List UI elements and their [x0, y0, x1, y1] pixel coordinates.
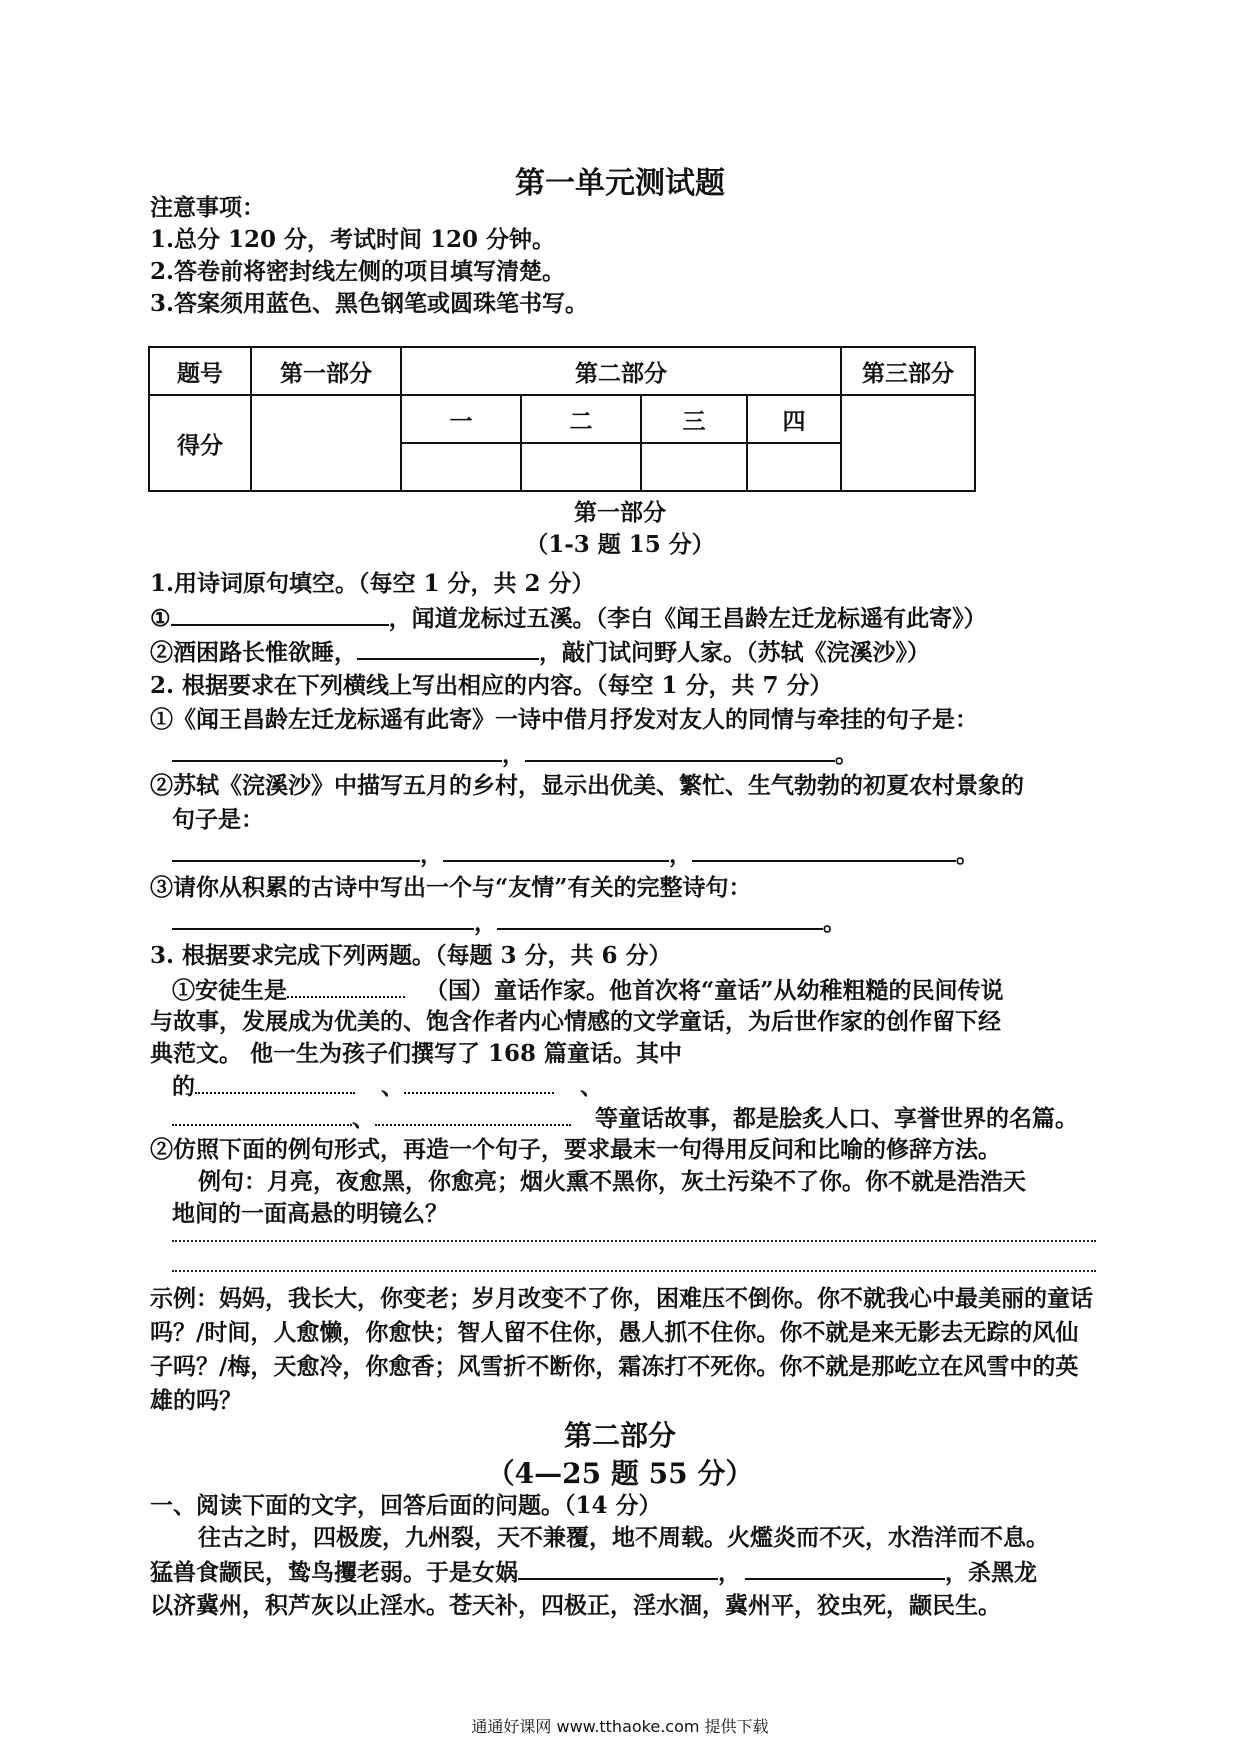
- period: 。: [823, 909, 846, 936]
- notes-heading: 注意事项：: [150, 194, 265, 221]
- note-item: 3.答案须用蓝色、黑色钢笔或圆珠笔书写。: [150, 290, 589, 317]
- q1-b-suffix: ，敲门试问野人家。（苏轼《浣溪沙》）: [539, 639, 930, 666]
- q3-line-a1: [172, 974, 1003, 1007]
- sub-header: 一: [401, 395, 521, 443]
- answer-blank[interactable]: [172, 838, 420, 862]
- score-cell[interactable]: [641, 443, 747, 491]
- q3-a4-prefix: 的: [172, 1073, 195, 1100]
- part1-title: 第一部分: [574, 499, 666, 526]
- q1-a-prefix: ①: [150, 605, 171, 632]
- comma: ，: [502, 741, 525, 768]
- q3-line-a5: [172, 1102, 1078, 1135]
- answer-blank[interactable]: [171, 602, 389, 626]
- comma: ，: [420, 841, 443, 868]
- header-cell: 第三部分: [841, 347, 975, 395]
- score-cell[interactable]: [251, 395, 401, 491]
- q3-example-2: 地间的一面高悬的明镜么？: [172, 1200, 448, 1227]
- q3-example-1: 例句：月亮，夜愈黑，你愈亮；烟火熏不黑你，灰土污染不了你。你不就是浩浩天: [198, 1168, 1026, 1195]
- q2-stem: 2. 根据要求在下列横线上写出相应的内容。（每空 1 分，共 7 分）: [150, 672, 833, 699]
- q3-line-a4: [172, 1070, 603, 1103]
- q2-line-c: ③请你从积累的古诗中写出一个与“友情”有关的完整诗句：: [150, 874, 752, 901]
- score-label: 得分: [149, 395, 251, 491]
- reading-line-3: 以济冀州，积芦灰以止淫水。苍天补，四极正，淫水涸，冀州平，狡虫死，颛民生。: [150, 1592, 1001, 1619]
- separator: 、: [352, 1105, 375, 1132]
- sub-header: 二: [521, 395, 641, 443]
- answer-blank[interactable]: [375, 1102, 571, 1126]
- q3-line-b: ②仿照下面的例句形式，再造一个句子，要求最末一句得用反问和比喻的修辞方法。: [150, 1136, 1001, 1163]
- q1-line-b: [150, 636, 930, 669]
- q2-c-answers: [172, 906, 846, 939]
- answer-blank[interactable]: [692, 838, 956, 862]
- note-item: 2.答卷前将密封线左侧的项目填写清楚。: [150, 258, 566, 285]
- page-title: 第一单元测试题: [515, 166, 725, 201]
- answer-blank[interactable]: [518, 1556, 718, 1580]
- answer-blank[interactable]: [404, 1070, 554, 1094]
- answer-blank[interactable]: [172, 1102, 352, 1126]
- q3-a5-suffix: 等童话故事，都是脍炙人口、享誉世界的名篇。: [595, 1105, 1078, 1132]
- q3-line-a3: 典范文。 他一生为孩子们撰写了 168 篇童话。其中: [150, 1040, 683, 1067]
- q1-b-prefix: ②酒困路长惟欲睡，: [150, 639, 357, 666]
- note-item: 1.总分 120 分，考试时间 120 分钟。: [150, 226, 556, 253]
- comma: ，: [474, 909, 497, 936]
- answer-blank[interactable]: [497, 906, 823, 930]
- score-table: [148, 346, 976, 492]
- q3-stem: 3. 根据要求完成下列两题。（每题 3 分，共 6 分）: [150, 942, 672, 969]
- answer-blank[interactable]: [287, 974, 405, 998]
- answer-blank[interactable]: [443, 838, 669, 862]
- header-cell: 题号: [149, 347, 251, 395]
- q2-line-a: ①《闻王昌龄左迁龙标遥有此寄》一诗中借月抒发对友人的同情与牵挂的句子是：: [150, 706, 978, 733]
- period: 。: [835, 741, 858, 768]
- reading-line-2-suffix: ，杀黑龙: [945, 1559, 1037, 1586]
- comma: ，: [669, 841, 692, 868]
- q1-stem: 1.用诗词原句填空。（每空 1 分，共 2 分）: [150, 570, 595, 597]
- q3-sample-answer: 示例：妈妈，我长大，你变老；岁月改变不了你，困难压不倒你。你不就我心中最美丽的童话吗？/时间，人愈懒，你愈快；智人留不住你，愚人抓不住你。你不就是来无影去无踪的风仙子吗？/梅，天愈冷，你愈香；风雪折不断你，霜冻打不死你。你不就是那屹立在风雪中的英雄的吗？: [150, 1285, 1093, 1414]
- q3-a-prefix: ①安徒生是: [172, 977, 287, 1004]
- reading-line-2-prefix: 猛兽食颛民，鸷鸟攫老弱。于是女娲: [150, 1559, 518, 1586]
- sub-header: 四: [747, 395, 841, 443]
- answer-blank[interactable]: [195, 1070, 355, 1094]
- score-cell[interactable]: [401, 443, 521, 491]
- answer-blank[interactable]: [525, 738, 835, 762]
- separator: 、: [580, 1073, 603, 1100]
- part1-subtitle: （1-3 题 15 分）: [525, 531, 715, 558]
- answer-blank[interactable]: [172, 906, 474, 930]
- q3-line-a2: 与故事，发展成为优美的、饱含作者内心情感的文学童话，为后世作家的创作留下经: [150, 1008, 1001, 1035]
- answer-blank[interactable]: [357, 636, 539, 660]
- page-footer: 通通好课网 www.tthaoke.com 提供下载: [471, 1717, 769, 1736]
- answer-blank[interactable]: [172, 738, 502, 762]
- header-cell: 第一部分: [251, 347, 401, 395]
- q2-line-b1: ②苏轼《浣溪沙》中描写五月的乡村，显示出优美、繁忙、生气勃勃的初夏农村景象的: [150, 772, 1024, 799]
- period: 。: [956, 841, 979, 868]
- q3-a-suffix: （国）童话作家。他首次将“童话”从幼稚粗糙的民间传说: [425, 977, 1004, 1004]
- q1-line-a: [150, 602, 987, 635]
- q2-a-answers: [172, 738, 858, 771]
- answer-line[interactable]: [172, 1270, 1096, 1272]
- comma: ，: [718, 1559, 741, 1586]
- answer-line[interactable]: [172, 1240, 1096, 1242]
- reading-line-2: [150, 1556, 1037, 1589]
- header-cell: 第二部分: [401, 347, 841, 395]
- section1-stem: 一、阅读下面的文字，回答后面的问题。（14 分）: [150, 1492, 662, 1519]
- answer-blank[interactable]: [745, 1556, 945, 1580]
- separator: 、: [381, 1073, 404, 1100]
- q2-line-b2: 句子是：: [172, 806, 264, 833]
- sub-header: 三: [641, 395, 747, 443]
- score-cell[interactable]: [747, 443, 841, 491]
- q2-b-answers: [172, 838, 979, 871]
- score-cell[interactable]: [841, 395, 975, 491]
- q1-a-suffix: ，闻道龙标过五溪。（李白《闻王昌龄左迁龙标遥有此寄》）: [388, 605, 987, 632]
- part2-title: 第二部分: [563, 1419, 676, 1452]
- reading-line-1: 往古之时，四极废，九州裂，天不兼覆，地不周载。火爁炎而不灭，水浩洋而不息。: [198, 1524, 1049, 1551]
- part2-subtitle: （4—25 题 55 分）: [486, 1457, 754, 1490]
- score-cell[interactable]: [521, 443, 641, 491]
